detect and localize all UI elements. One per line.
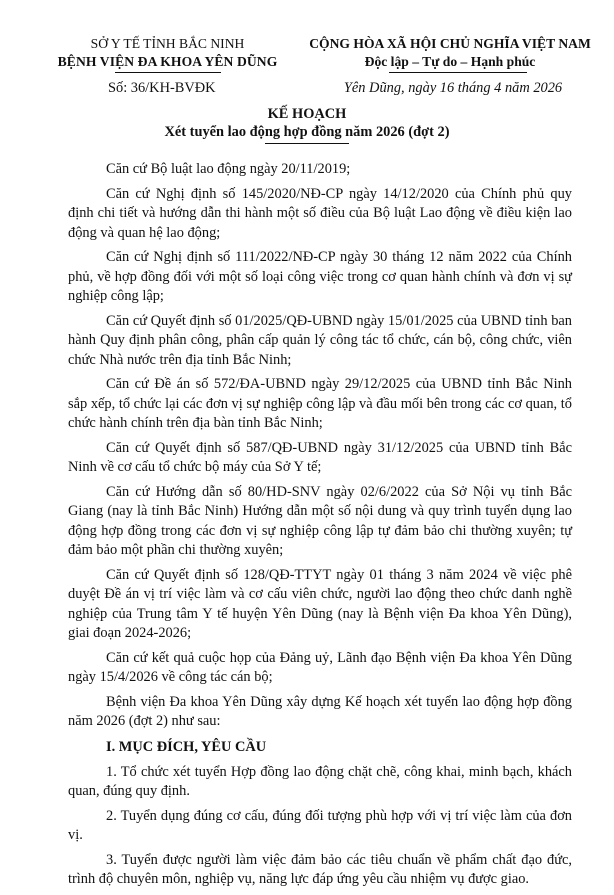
- legal-basis-paragraph: Căn cứ Quyết định số 128/QĐ-TTYT ngày 01 tháng 3 năm 2024 về việc phê duyệt Đề án vị trí việc làm và cơ cấu viên chức, người lao động theo chức danh nghề nghiệp của Trung tâm Y tế huyện Yên Dũng (nay là Bệnh viện Đa khoa Yên Dũng), giai đoạn 2024-2026;: [68, 566, 572, 641]
- legal-basis-paragraph: Căn cứ Quyết định số 587/QĐ-UBND ngày 31/12/2025 của UBND tỉnh Bắc Ninh về cơ cấu tổ chức bộ máy của Sở Y tế;: [68, 439, 572, 475]
- parent-agency: SỞ Y TẾ TỈNH BẮC NINH: [90, 36, 245, 51]
- national-name: CỘNG HÒA XÃ HỘI CHỦ NGHĨA VIỆT NAM: [309, 36, 591, 51]
- motto-underline: [389, 72, 527, 73]
- document-subject: Xét tuyển lao động hợp đồng năm 2026 (đợt 2): [164, 124, 450, 140]
- document-body: [68, 160, 572, 895]
- issuing-agency: BỆNH VIỆN ĐA KHOA YÊN DŨNG: [57, 54, 278, 69]
- agency-underline: [115, 72, 221, 73]
- document-number: Số: 36/KH-BVĐK: [108, 80, 216, 96]
- legal-basis-paragraph: Căn cứ Bộ luật lao động ngày 20/11/2019;: [106, 161, 351, 177]
- legal-basis-paragraph: Căn cứ Quyết định số 01/2025/QĐ-UBND ngày 15/01/2025 của UBND tỉnh ban hành Quy định phân công, phân cấp quản lý công tác tổ chức, cán bộ, công chức, viên chức Nhà nước trên địa tỉnh Bắc Ninh;: [68, 312, 572, 368]
- legal-basis-paragraph: Căn cứ Nghị định số 111/2022/NĐ-CP ngày 30 tháng 12 năm 2022 của Chính phủ, về hợp đồng đối với một số loại công việc trong cơ quan hành chính và đơn vị sự nghiệp công lập;: [68, 249, 572, 304]
- section-item: 3. Tuyển được người làm việc đảm bảo các tiêu chuẩn về phẩm chất đạo đức, trình độ chuyên môn, nghiệp vụ, năng lực đáp ứng yêu cầu nhiệm vụ được giao.: [68, 851, 572, 887]
- section-heading: I. MỤC ĐÍCH, YÊU CẦU: [106, 738, 267, 755]
- section-item: 1. Tổ chức xét tuyển Hợp đồng lao động chặt chẽ, công khai, minh bạch, khách quan, đúng quy định.: [68, 763, 572, 799]
- issuing-agency-block: [50, 35, 285, 71]
- legal-basis-paragraph: Căn cứ kết quả cuộc họp của Đảng uỷ, Lãnh đạo Bệnh viện Đa khoa Yên Dũng ngày 15/4/2026 về công tác cán bộ;: [68, 649, 572, 685]
- national-motto: Độc lập – Tự do – Hạnh phúc: [364, 54, 536, 69]
- legal-basis-paragraph: Căn cứ Đề án số 572/ĐA-UBND ngày 29/12/2025 của UBND tỉnh Bắc Ninh sắp xếp, tổ chức lại các đơn vị sự nghiệp công lập và đầu mối bên trong các cơ quan, tổ chức hành chính trên địa bàn tỉnh Bắc Ninh;: [68, 376, 572, 431]
- document-type-title: KẾ HOẠCH: [267, 106, 347, 122]
- national-header-block: [300, 35, 600, 71]
- place-date: Yên Dũng, ngày 16 tháng 4 năm 2026: [343, 80, 563, 96]
- legal-basis-paragraph: Căn cứ Nghị định số 145/2020/NĐ-CP ngày 14/12/2020 của Chính phủ quy định chi tiết và hướng dẫn thi hành một số điều của Bộ luật Lao động về điều kiện lao động và quan hệ lao động;: [68, 185, 572, 241]
- intro-paragraph: Bệnh viện Đa khoa Yên Dũng xây dựng Kế hoạch xét tuyển lao động hợp đồng năm 2026 (đợt 2) như sau:: [68, 693, 572, 729]
- legal-basis-paragraph: Căn cứ Hướng dẫn số 80/HD-SNV ngày 02/6/2022 của Sở Nội vụ tỉnh Bắc Giang (nay là tỉnh Bắc Ninh) Hướng dẫn một số nội dung và quy trình tuyển dụng lao động hợp đồng trong các đơn vị sự nghiệp công lập tự đảm bảo chi thường xuyên; tự đảm bảo một phần chi thường xuyên;: [68, 483, 572, 558]
- title-underline: [265, 143, 349, 144]
- section-item: 2. Tuyển dụng đúng cơ cấu, đúng đối tượng phù hợp với vị trí việc làm của đơn vị.: [68, 807, 572, 843]
